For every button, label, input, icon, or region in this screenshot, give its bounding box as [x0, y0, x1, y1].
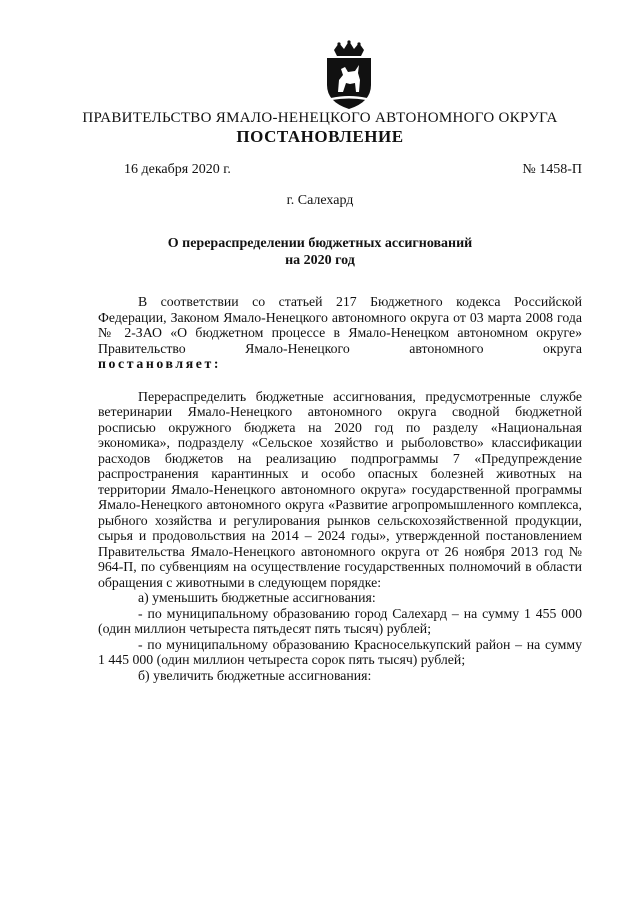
document-type: ПОСТАНОВЛЕНИЕ: [236, 127, 404, 146]
coat-of-arms-icon: [322, 40, 376, 110]
government-name: ПРАВИТЕЛЬСТВО ЯМАЛО-НЕНЕЦКОГО АВТОНОМНОГО ОКРУГА: [82, 110, 558, 126]
title-line-2: на 2020 год: [285, 253, 355, 268]
item-a-2: - по муниципальному образованию Красноселькупский район – на сумму 1 445 000 (один миллион четыреста сорок пять тысяч) рублей;: [98, 636, 582, 667]
resolves-word: постановляет:: [98, 356, 222, 371]
intro-paragraph: В соответствии со статьей 217 Бюджетного кодекса Российской Федерации, Законом Ямало-Ненецкого автономного округа от 03 марта 2008 года № 2-ЗАО «О бюджетном процессе в Ямало-Ненецком автономном округе» Правительство Ямало-Ненецкого автономного округа: [98, 294, 582, 356]
main-paragraph: Перераспределить бюджетные ассигнования, предусмотренные службе ветеринарии Ямало-Ненецкого автономного округа сводной бюджетной росписью окружного бюджета на 2020 год по разделу «Национальная экономика», подразделу «Сельское хозяйство и рыболовство» классификации расходов бюджетов на реализацию подпрограммы 7 «Предупреждение распространения карантинных и особо опасных болезней животных на территории Ямало-Ненецкого автономного округа» государственной программы Ямало-Ненецкого автономного округа «Развитие агропромышленного комплекса, рыбного хозяйства и регулирования рынков сельскохозяйственной продукции, сырья и продовольствия на 2014 – 2024 годы», утвержденной постановлением Правительства Ямало-Ненецкого автономного округа от 26 ноября 2013 год № 964-П, по субвенциям на осуществление государственных полномочий в области обращения с животными в следующем порядке:: [98, 388, 582, 590]
document-city: г. Салехард: [286, 193, 354, 208]
item-a: а) уменьшить бюджетные ассигнования:: [138, 590, 376, 605]
item-a-1: - по муниципальному образованию город Салехард – на сумму 1 455 000 (один миллион четыреста пятьдесят пять тысяч) рублей;: [98, 605, 582, 636]
document-date: 16 декабря 2020 г.: [124, 162, 231, 177]
document-title: [0, 235, 640, 269]
document-body: [98, 294, 582, 683]
item-b: б) увеличить бюджетные ассигнования:: [138, 667, 372, 683]
document-number: № 1458-П: [522, 162, 582, 177]
title-line-1: О перераспределении бюджетных ассигнований: [167, 236, 473, 251]
